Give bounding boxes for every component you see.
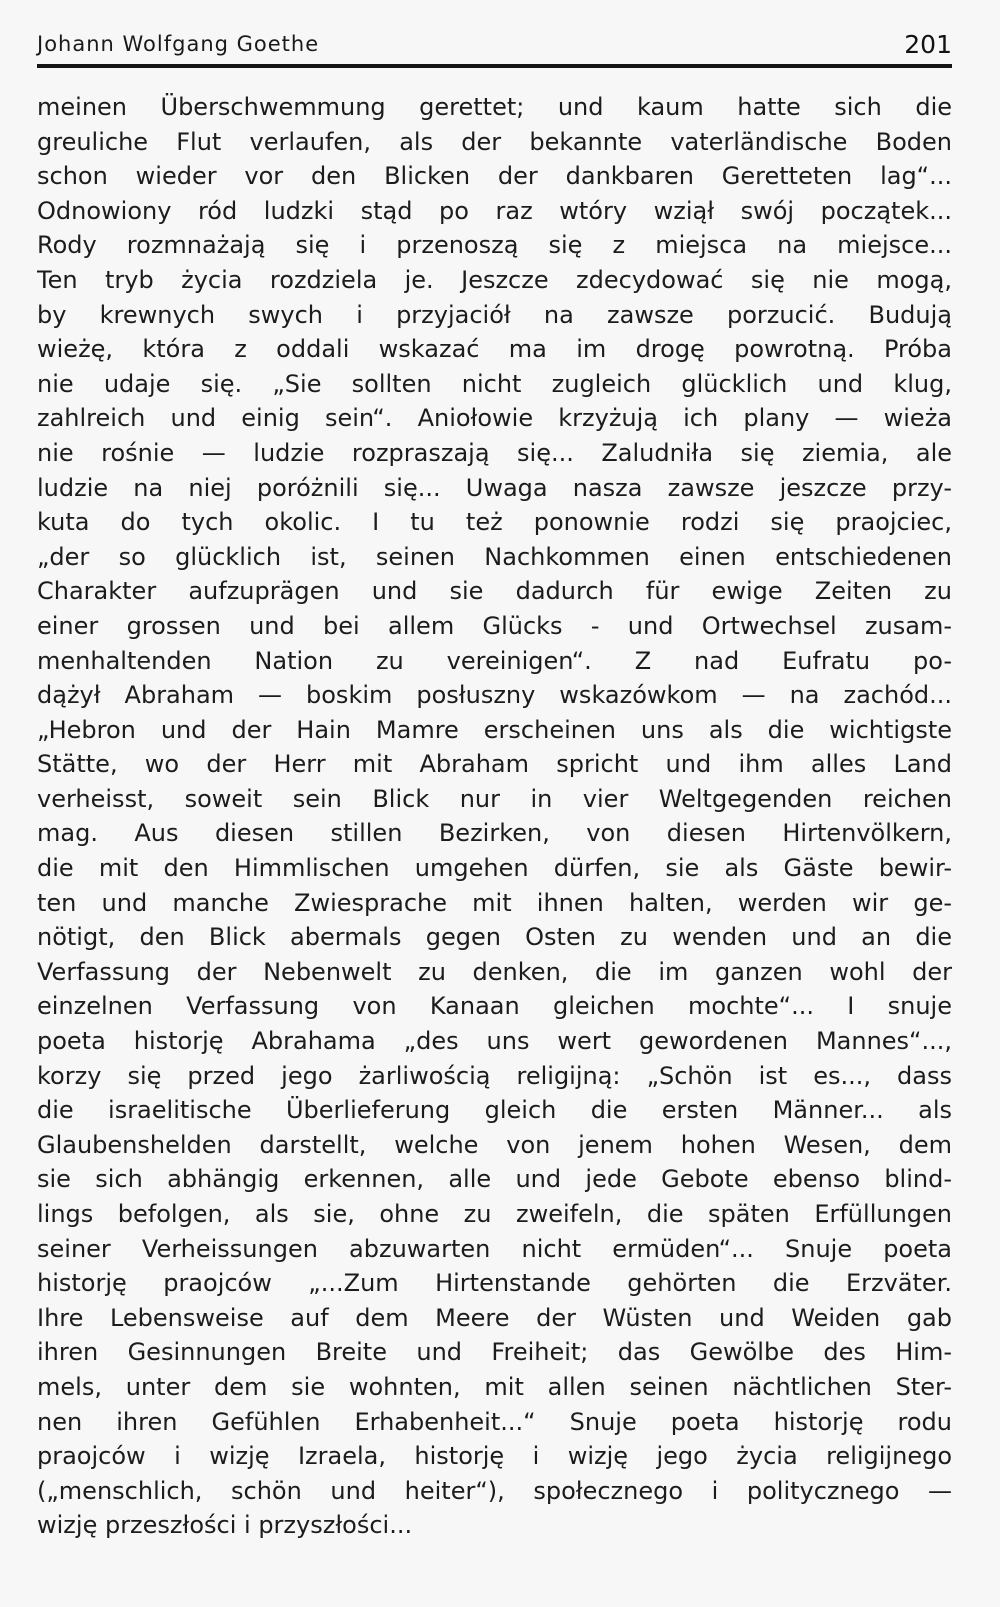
text-line: zahlreich und einig sein“. Aniołowie krzyżują ich plany — wieża bbox=[37, 404, 952, 433]
text-line: korzy się przed jego żarliwością religijną: „Schön ist es..., dass bbox=[37, 1061, 952, 1090]
text-line: Rody rozmnażają się i przenoszą się z miejsca na miejsce... bbox=[37, 231, 952, 260]
text-line: seiner Verheissungen abzuwarten nicht ermüden“... Snuje poeta bbox=[37, 1234, 952, 1263]
text-line: nen ihren Gefühlen Erhabenheit...“ Snuje poeta historję rodu bbox=[37, 1407, 952, 1436]
text-line: lings befolgen, als sie, ohne zu zweifeln, die späten Erfüllungen bbox=[37, 1200, 952, 1228]
text-line: einzelnen Verfassung von Kanaan gleichen mochte“... I snuje bbox=[37, 992, 952, 1021]
text-line: wizję przeszłości i przyszłości... bbox=[37, 1511, 413, 1540]
text-line: nie rośnie — ludzie rozpraszają się... Zaludniła się ziemia, ale bbox=[37, 438, 952, 467]
text-line: greuliche Flut verlaufen, als der bekannte vaterländische Boden bbox=[37, 127, 952, 156]
page-header bbox=[37, 30, 952, 64]
text-line: praojców i wizję Izraela, historję i wizję jego życia religijnego bbox=[37, 1442, 952, 1471]
text-line: Stätte, wo der Herr mit Abraham spricht und ihm alles Land bbox=[37, 750, 952, 779]
text-line: verheisst, soweit sein Blick nur in vier Weltgegenden reichen bbox=[37, 784, 952, 813]
text-line: mels, unter dem sie wohnten, mit allen seinen nächtlichen Ster- bbox=[37, 1372, 952, 1401]
text-line: Odnowiony ród ludzki stąd po raz wtóry wziął swój początek... bbox=[37, 196, 952, 225]
header-rule bbox=[37, 64, 952, 68]
text-line: sie sich abhängig erkennen, alle und jede Gebote ebenso blind- bbox=[37, 1165, 952, 1194]
text-line: mag. Aus diesen stillen Bezirken, von diesen Hirtenvölkern, bbox=[37, 819, 952, 848]
page-number: 201 bbox=[904, 30, 952, 59]
text-line: Charakter aufzuprägen und sie dadurch für ewige Zeiten zu bbox=[37, 577, 952, 606]
text-line: („menschlich, schön und heiter“), społecznego i politycznego — bbox=[37, 1476, 952, 1505]
text-line: historję praojców „...Zum Hirtenstande gehörten die Erzväter. bbox=[37, 1269, 952, 1298]
text-line: ihren Gesinnungen Breite und Freiheit; das Gewölbe des Him- bbox=[37, 1338, 952, 1367]
text-line: Ihre Lebensweise auf dem Meere der Wüsten und Weiden gab bbox=[37, 1303, 952, 1332]
text-line: die mit den Himmlischen umgehen dürfen, sie als Gäste bewir- bbox=[37, 854, 952, 883]
text-line: ludzie na niej poróżnili się... Uwaga nasza zawsze jeszcze przy- bbox=[37, 473, 952, 502]
text-line: die israelitische Überlieferung gleich die ersten Männer... als bbox=[37, 1096, 952, 1125]
text-line: by krewnych swych i przyjaciół na zawsze porzucić. Budują bbox=[37, 300, 952, 329]
text-line: poeta historję Abrahama „des uns wert gewordenen Mannes“..., bbox=[37, 1027, 952, 1056]
text-line: schon wieder vor den Blicken der dankbaren Geretteten lag“... bbox=[37, 162, 952, 191]
body-text bbox=[37, 90, 952, 1543]
text-line: menhaltenden Nation zu vereinigen“. Z nad Eufratu po- bbox=[37, 646, 952, 675]
text-line: Ten tryb życia rozdziela je. Jeszcze zdecydować się nie mogą, bbox=[37, 265, 952, 294]
text-line: nötigt, den Blick abermals gegen Osten zu wenden und an die bbox=[37, 923, 952, 952]
text-line: wieżę, która z oddali wskazać ma im drogę powrotną. Próba bbox=[37, 335, 952, 364]
text-line: ten und manche Zwiesprache mit ihnen halten, werden wir ge- bbox=[37, 888, 952, 917]
text-line: „Hebron und der Hain Mamre erscheinen uns als die wichtigste bbox=[37, 715, 952, 744]
text-line: dążył Abraham — boskim posłuszny wskazówkom — na zachód... bbox=[37, 681, 952, 710]
text-line: nie udaje się. „Sie sollten nicht zugleich glücklich und klug, bbox=[37, 369, 952, 398]
text-line: „der so glücklich ist, seinen Nachkommen einen entschiedenen bbox=[37, 542, 952, 571]
running-head: Johann Wolfgang Goethe bbox=[37, 32, 320, 56]
text-line: Glaubenshelden darstellt, welche von jenem hohen Wesen, dem bbox=[37, 1130, 952, 1159]
text-line: Verfassung der Nebenwelt zu denken, die im ganzen wohl der bbox=[37, 957, 952, 986]
text-line: kuta do tych okolic. I tu też ponownie rodzi się praojciec, bbox=[37, 508, 952, 537]
text-line: meinen Überschwemmung gerettet; und kaum hatte sich die bbox=[37, 93, 952, 121]
text-line: einer grossen und bei allem Glücks - und Ortwechsel zusam- bbox=[37, 611, 952, 640]
